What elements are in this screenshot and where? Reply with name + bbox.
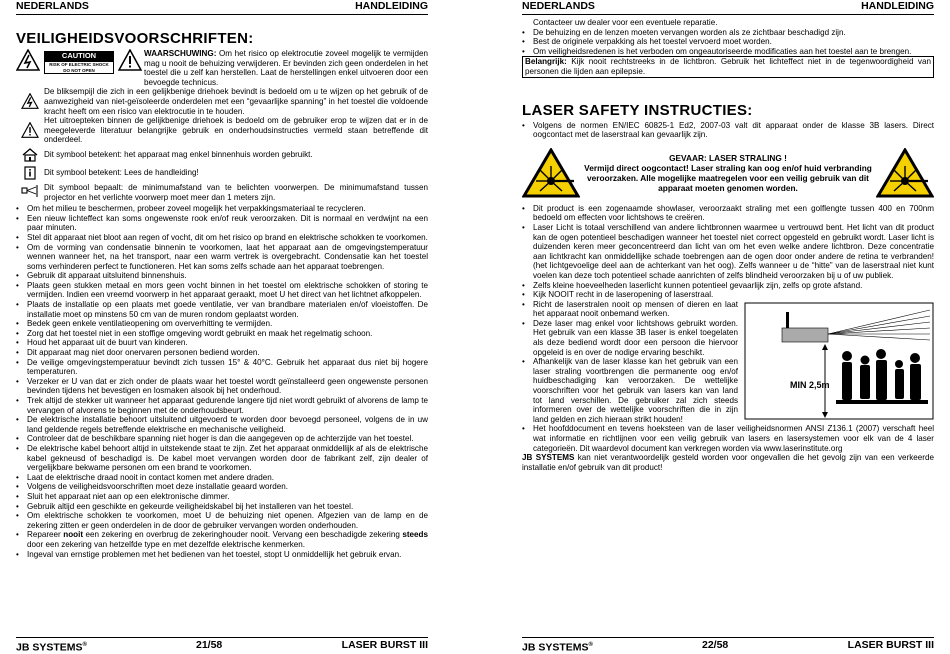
manual-text: Dit symbool betekent: Lees de handleiding! [44,167,199,177]
footer-registered-mark: ® [588,642,593,648]
indoor-symbol [16,147,44,163]
right-content [522,18,934,472]
list-item: • Dit apparaat mag niet door onervaren personen bediend worden. [16,348,428,358]
indoor-text: Dit symbool betekent: het apparaat mag enkel binnenhuis worden gebruikt. [44,149,313,159]
lightning-text: De bliksempijl die zich in een gelijkbenige driehoek bevindt is bedoeld om u te wijzen op het gebruik of de aanwezigheid van niet-geïsoleerde onderdelen met een “gevaarlijke spanning” in het toestel die voldoende kracht heeft om een risico van elektrocutie in te houden. [44,87,428,116]
footer-brand-text: JB SYSTEMS [16,641,83,654]
important-box [522,56,934,77]
list-item: • Een nieuw lichteffect kan soms ongewenste rook en/of reuk veroorzaken. Dit is normaal en verdwijnt na een paar minuten. [16,214,428,233]
caution-row [16,49,428,87]
list-item: • Best de originele verpakking als het toestel vervoerd moet worden. [522,37,934,47]
safety-title: VEILIGHEIDSVOORSCHRIFTEN: [16,30,254,47]
exclaim-explanation [16,116,428,145]
lightning-triangle-icon [16,49,40,71]
page-footer [522,641,934,653]
fuse-text-a: Repareer [27,530,64,540]
caution-sublabel [44,61,114,74]
list-item: • De elektrische installatie behoort uitsluitend uitgevoerd te worden door bevoegd personeel, volgens de in uw land geldende regels betreffende elektrische en mechanische veiligheid. [16,415,428,434]
list-item: • De veilige omgevingstemperatuur bevindt zich tussen 15° & 40°C. Gebruik het apparaat dus niet bij hogere temperaturen. [16,358,428,377]
list-item: • Volgens de normen EN/IEC 60825-1 Ed2, 2007-03 valt dit apparaat onder de klasse 3B lasers. Direct oogcontact met de laserstraal kan gevaarlijk zijn. [522,121,934,140]
list-item: • Houd het apparaat uit de buurt van kinderen. [16,338,428,348]
caution-sub-line-2: DO NOT OPEN [63,67,95,73]
footer-divider [16,637,428,638]
list-item: • Ingeval van ernstige problemen met het bedienen van het toestel, stopt U onmiddellijk het gebruik ervan. [16,550,428,560]
list-item: • Trek altijd de stekker uit wanneer het apparaat gedurende langere tijd niet wordt gebruikt of alvorens de lamp te vervangen of alvorens te beginnen met de onderhoudsbeurt. [16,396,428,415]
header-title: HANDLEIDING [861,0,934,12]
list-item: • De behuizing en de lenzen moeten vervangen worden als ze zichtbaar beschadigd zijn. [522,28,934,38]
list-item: • Volgens de veiligheidsvoorschriften moet deze installatie geaard worden. [16,482,428,492]
list-item-text: Richt de laserstralen nooit op mensen of dieren en laat het apparaat nooit onbemand werken. [533,299,738,319]
list-item-fuse [16,530,428,549]
distance-text: Dit symbool bepaalt: de minimumafstand van te belichten voorwerpen. De minimumafstand tussen projector en het verlichte voorwerp moet meer dan 1 meters zijn. [44,182,428,202]
manual-explanation [16,165,428,181]
danger-text-block [580,153,876,193]
exclaim-symbol [16,116,44,144]
caution-symbols [16,49,144,87]
house-icon [22,148,38,162]
distance-icon [21,184,39,198]
header-title: HANDLEIDING [355,0,428,12]
continued-text: Contacteer uw dealer voor een eventuele reparatie. [533,18,718,27]
list-item: • De elektrische kabel behoort altijd in uitstekende staat te zijn. Zet het apparaat onmiddellijk af als de elektrische kabel gekneusd of beschadigd is. De kabel moet vervangen worden door de fabrikant zelf, zijn dealer of vergelijkbare bekwame personen om een brand te voorkomen. [16,444,428,473]
page-right [522,0,934,654]
left-content [16,30,428,559]
list-item: • Dit product is een zogenaamde showlaser, veroorzaakt straling met een golflengte tussen 400 en 700nm bedoeld om effecten voor lichtshows te creëren. [522,204,934,223]
liability-text: kan niet verantwoordelijk gesteld worden voor ongevallen die het gevolg zijn van een verkeerde installatie en/of gebruik van dit product! [522,453,934,472]
footer-registered-mark: ® [82,642,87,648]
list-item: • Controleer dat de beschikbare spanning niet hoger is dan die aangegeven op de achterzijde van het toestel. [16,434,428,444]
min-distance-label: • MIN 2,5m [790,379,830,390]
footer-brand [522,641,593,653]
list-item: • Om het milieu te beschermen, probeer zoveel mogelijk het verpakkingsmateriaal te recycleren. [16,204,428,214]
important-label: Belangrijk: [525,57,567,67]
manual-symbol [16,165,44,181]
list-item: • Laser Licht is totaal verschillend van andere lichtbronnen waarmee u vertrouwd bent. Het licht van dit product kan de ogen potentieel beschadigen wanneer het toestel niet correct opgesteld en gebruikt wordt. Laser licht is duizenden keren meer geconcentreerd dan licht van om het even welke andere lichtbron. Deze concentratie aan lichtkracht kan onmiddellijke schade toebrengen aan de ogen door onder andere de retina te verbranden! (het lichtgevoelige deel aan de achterkant van het oog). Zelfs wanneer u de “hitte” van de laserstraal niet kunt voelen kan deze toch potentieel schade aanrichten of zelfs blindheid veroorzaken bij u of uw publiek. [522,223,934,281]
list-item: • Gebruik dit apparaat uitsluitend binnenshuis. [16,271,428,281]
footer-page-number: 22/58 [702,639,729,651]
list-item: • Het hoofddocument en tevens hoeksteen van de laser veiligheidsnormen ANSI Z136.1 (2007) verschaft heel wat informatie en richtlijnen voor een veilig gebruik van lasers en lasersystemen voor elk van de 4 laser categorieën. Dit waardevol document kan verkregen worden via www.laserinstitute.org [522,424,934,453]
page-footer [16,641,428,653]
fuse-bold-always: steeds [402,530,428,540]
fuse-bold-never: nooit [63,530,84,540]
lightning-symbol [16,87,44,115]
danger-title: GEVAAR: LASER STRALING ! [669,152,787,163]
list-item: • Om veiligheidsredenen is het verboden om ongeautoriseerde modificaties aan het toestel aan te brengen. [522,47,934,57]
caution-sub-line-1: RISK OF ELECTRIC SHOCK [49,62,109,67]
laser-warning-icon [522,148,580,198]
footer-brand-text: JB SYSTEMS [522,641,589,654]
important-text: Kijk nooit rechtstreeks in de lichtbron. Gebruik het lichteffect niet in de tegenwoordigheid van personen die lijden aan epilepsie. [525,57,931,76]
list-item: • Zorg dat het toestel niet in een stoffige omgeving wordt gebruikt en maak het regelmatig schoon. [16,329,428,339]
footer-page-number: 21/58 [196,639,223,651]
list-item: • Kijk NOOIT recht in de laseropening of laserstraal. [522,290,934,300]
list-item: • Plaats geen stukken metaal en mors geen vocht binnen in het toestel om elektrische schokken of storing te vermijden. Indien een vreemd voorwerp in het apparaat geraakt, moet U het direct van het lichtnet afkoppelen. [16,281,428,300]
liability-paragraph [522,453,934,472]
header-divider [522,14,934,15]
page-header [16,2,428,14]
warning-paragraph [144,49,428,87]
page-left [16,0,428,654]
footer-divider [522,637,934,638]
top-bullet-list [522,28,934,57]
safety-bullet-list [16,204,428,559]
header-language: NEDERLANDS [16,0,89,12]
list-item: • Afhankelijk van de laser klasse kan het gebruik van een laser straling voortbrengen die permanente oog en/of huidbeschadiging kan veroorzaken. De wettelijke voorschriften voor het gebruik van lasers kan van land tot land verschillen. De gebruiker zal zich steeds informeren over de wettelijke voorschriften die in zijn land gelden en zich hieraan strikt houden! [522,357,934,424]
norm-list [522,121,934,140]
laser-danger-block [522,148,934,198]
exclaim-text: Het uitroepteken binnen de gelijkbenige driehoek is bedoeld om de gebruiker erop te wijzen dat er in de meegeleverde literatuur belangrijke gebruik en onderhoudsinstructies vermeld staan betreffende dit onderdeel. [44,116,428,145]
list-item: • Deze laser mag enkel voor lichtshows gebruikt worden. Het gebruik van een klasse 3B laser is enkel toegelaten als deze bediend wordt door een persoon die hiervoor opgeleid is en over de nodige ervaring beschikt. [522,319,934,357]
fuse-text-c: door een zekering van hetzelfde type en met dezelfde elektrische kenmerken. [27,539,306,549]
footer-product: LASER BURST III [847,639,934,651]
list-item: • Laat de elektrische draad nooit in contact komen met andere draden. [16,473,428,483]
list-item: • Om de vorming van condensatie binnenin te voorkomen, laat het apparaat aan de omgevingstemperatuur wennen wanneer het, na het transport, naar een warm vertrek is overgebracht. Condensatie kan het toestel soms verhinderen perfect te functioneren. Het kan soms zelfs schade aan het apparaat toebrengen. [16,243,428,272]
warning-text: Om het risico op elektrocutie zoveel mogelijk te vermijden mag u nooit de behuizing verwijderen. Er bevinden zich geen onderdelen in het toestel die u zelf kan herstellen. Laat de herstellingen enkel uitvoeren door een bevoegde technicus. [144,49,428,87]
danger-text: Vermijd direct oogcontact! Laser straling kan oog en/of huid verbranding veroorzaken. Alle mogelijke maatregelen voor een veilig gebruik van dit apparaat moeten genomen worden. [584,162,872,193]
distance-explanation [16,183,428,202]
footer-product: LASER BURST III [341,639,428,651]
warning-label: WAARSCHUWING: [144,49,217,58]
liability-brand: JB SYSTEMS [522,453,575,463]
list-item: • Sluit het apparaat niet aan op een elektronische dimmer. [16,492,428,502]
lightning-explanation [16,87,428,116]
exclamation-triangle-icon [118,49,142,71]
caution-label-box [44,51,114,74]
indoor-explanation [16,147,428,163]
exclamation-small-icon [21,122,39,138]
list-item: • Plaats de installatie op een plaats met goede ventilatie, ver van brandbare materialen en/of vloeistoffen. De installatie moet op minstens 50 cm van de muren rondom geplaatst worden. [16,300,428,319]
laser-safety-title: LASER SAFETY INSTRUCTIES: [522,101,753,119]
laser-warning-icon [876,148,934,198]
distance-symbol [16,183,44,199]
list-item: • Verzeker er U van dat er zich onder de plaats waar het toestel wordt geïnstalleerd geen ongewenste personen bevinden tijdens het bevestigen en losmaken alsook bij het onderhoud. [16,377,428,396]
fuse-text-b: een zekering en overbrug de zekeringhouder nooit. Vervang een beschadigde zekering [83,530,403,540]
header-language: NEDERLANDS [522,0,595,12]
list-item: • Stel dit apparaat niet bloot aan regen of vocht, dit om het risico op brand en elektrische schokken te voorkomen. [16,233,428,243]
footer-brand [16,641,87,653]
caution-label: CAUTION [61,51,97,60]
header-divider [16,14,428,15]
manual-book-icon [22,166,38,180]
laser-bullet-list [522,204,934,453]
list-item: • Zelfs kleine hoeveelheden laserlicht kunnen potentieel gevaarlijk zijn, zelfs op grote afstand. [522,281,934,291]
lightning-small-icon [21,93,39,109]
list-item: • Bedek geen enkele ventilatieopening om oververhitting te vermijden. [16,319,428,329]
list-item: • Om elektrische schokken te voorkomen, moet U de behuizing niet openen. Afgezien van de lamp en de zekering zitten er geen onderdelen in de door de gebruiker vervangen worden onderhouden. [16,511,428,530]
list-item: • Gebruik altijd een geschikte en gekeurde veiligheidskabel bij het installeren van het toestel. [16,502,428,512]
page-header [522,2,934,14]
